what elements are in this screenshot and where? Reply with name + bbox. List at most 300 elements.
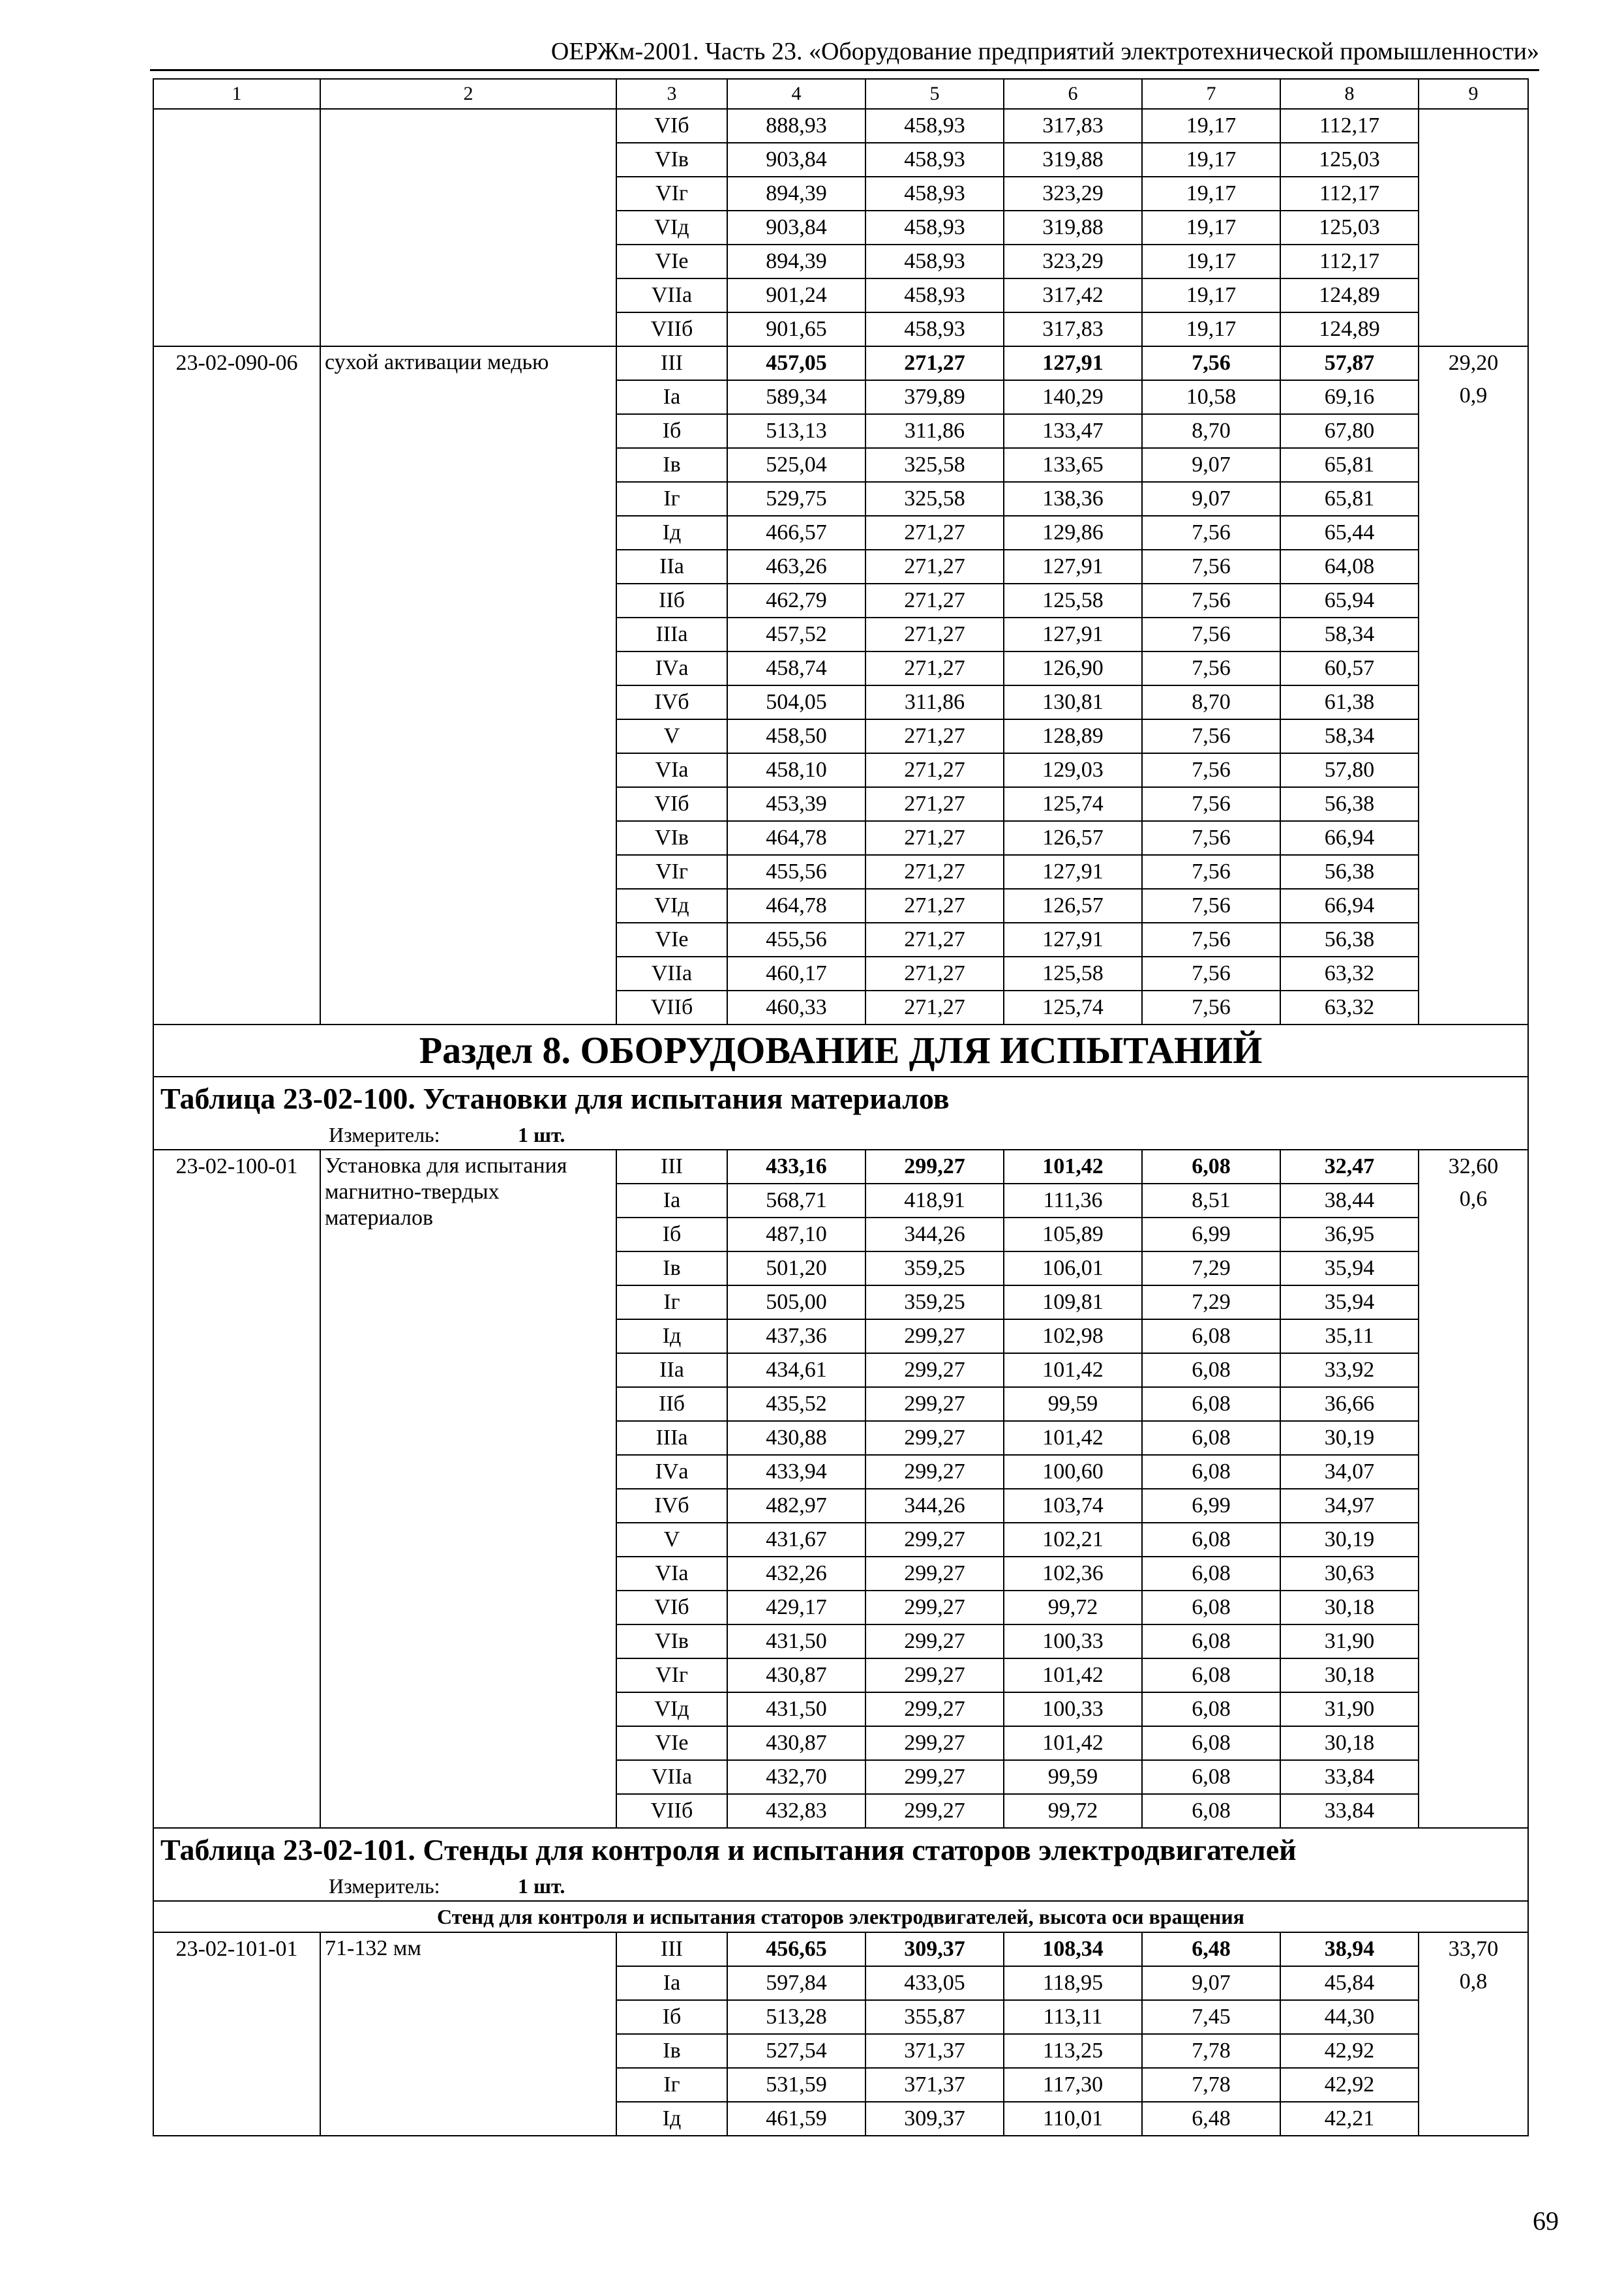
value-cell: 271,27 [865,651,1004,685]
value-cell: 61,38 [1280,685,1419,719]
column-number: 2 [320,79,616,109]
table-title-row [153,1828,1528,1872]
value-cell: 7,56 [1142,923,1280,957]
value-cell: 125,74 [1004,787,1142,821]
value-cell: 317,83 [1004,109,1142,143]
value-cell: 127,91 [1004,855,1142,889]
value-cell: 6,08 [1142,1523,1280,1557]
value-cell: 525,04 [727,448,865,482]
column-number: 6 [1004,79,1142,109]
value-cell: 67,80 [1280,414,1419,448]
value-cell: 101,42 [1004,1353,1142,1387]
value-cell: 359,25 [865,1285,1004,1319]
value-cell: 7,56 [1142,753,1280,787]
value-cell: 299,27 [865,1523,1004,1557]
value-cell: 529,75 [727,482,865,516]
value-cell: 458,93 [865,143,1004,177]
value-cell: 7,56 [1142,346,1280,380]
value-cell: 501,20 [727,1251,865,1285]
value-cell: 112,17 [1280,245,1419,278]
item-name: Установка для испытания магнитно-твердых материалов [320,1150,616,1828]
value-cell: 125,74 [1004,991,1142,1025]
value-cell: 894,39 [727,245,865,278]
value-cell: 102,21 [1004,1523,1142,1557]
value-cell: 19,17 [1142,211,1280,245]
value-cell: 299,27 [865,1591,1004,1624]
value-cell: 9,07 [1142,448,1280,482]
value-cell: 7,56 [1142,719,1280,753]
zone-cell: IIIа [616,618,727,651]
value-cell: 323,29 [1004,245,1142,278]
value-cell: 65,81 [1280,448,1419,482]
value-cell: 463,26 [727,550,865,584]
zone-cell: Iв [616,448,727,482]
value-cell: 432,26 [727,1557,865,1591]
value-cell: 63,32 [1280,957,1419,991]
value-cell: 65,94 [1280,584,1419,618]
value-cell: 33,84 [1280,1760,1419,1794]
value-cell: 126,57 [1004,889,1142,923]
value-cell: 6,08 [1142,1624,1280,1658]
value-cell: 6,08 [1142,1726,1280,1760]
value-cell: 111,36 [1004,1184,1142,1218]
zone-cell: III [616,1150,727,1184]
zone-cell: V [616,719,727,753]
extra-cell [1419,1932,1528,2136]
zone-cell: IVб [616,685,727,719]
value-cell: 317,83 [1004,312,1142,346]
value-cell: 140,29 [1004,380,1142,414]
value-cell: 433,94 [727,1455,865,1489]
value-cell: 455,56 [727,855,865,889]
table-title: Таблица 23-02-100. Установки для испытания материалов [153,1077,1528,1120]
value-cell: 323,29 [1004,177,1142,211]
value-cell: 10,58 [1142,380,1280,414]
zone-cell: Iв [616,1251,727,1285]
zone-cell: VIб [616,109,727,143]
value-cell: 30,19 [1280,1421,1419,1455]
value-cell: 65,44 [1280,516,1419,550]
value-cell: 6,48 [1142,1932,1280,1966]
value-cell: 42,21 [1280,2102,1419,2136]
value-cell: 6,08 [1142,1658,1280,1692]
value-cell: 101,42 [1004,1726,1142,1760]
value-cell: 325,58 [865,482,1004,516]
item-code: 23-02-101-01 [153,1932,320,2136]
value-cell: 7,56 [1142,651,1280,685]
value-cell: 319,88 [1004,211,1142,245]
value-cell: 431,50 [727,1624,865,1658]
value-cell: 458,93 [865,109,1004,143]
value-cell: 418,91 [865,1184,1004,1218]
value-cell: 30,63 [1280,1557,1419,1591]
value-cell: 568,71 [727,1184,865,1218]
item-name [320,109,616,346]
table-title-row [153,1077,1528,1120]
value-cell: 9,07 [1142,482,1280,516]
value-cell: 460,17 [727,957,865,991]
unit-cell [153,1120,1528,1150]
value-cell: 527,54 [727,2034,865,2068]
value-cell: 44,30 [1280,2000,1419,2034]
value-cell: 466,57 [727,516,865,550]
value-cell: 7,56 [1142,991,1280,1025]
zone-cell: Iб [616,1218,727,1251]
value-cell: 106,01 [1004,1251,1142,1285]
item-name: 71-132 мм [320,1932,616,2136]
value-cell: 903,84 [727,143,865,177]
value-cell: 7,56 [1142,787,1280,821]
value-cell: 462,79 [727,584,865,618]
value-cell: 56,38 [1280,923,1419,957]
unit-row [153,1872,1528,1901]
value-cell: 482,97 [727,1489,865,1523]
value-cell: 435,52 [727,1387,865,1421]
zone-cell: V [616,1523,727,1557]
zone-cell: VIе [616,245,727,278]
value-cell: 432,70 [727,1760,865,1794]
value-cell: 6,08 [1142,1150,1280,1184]
value-cell: 66,94 [1280,821,1419,855]
value-cell: 38,94 [1280,1932,1419,1966]
value-cell: 903,84 [727,211,865,245]
value-cell: 460,33 [727,991,865,1025]
value-cell: 100,33 [1004,1624,1142,1658]
value-cell: 430,88 [727,1421,865,1455]
zone-cell: VIб [616,787,727,821]
value-cell: 299,27 [865,1353,1004,1387]
value-cell: 299,27 [865,1760,1004,1794]
extra-value: 0,6 [1459,1187,1488,1211]
value-cell: 19,17 [1142,109,1280,143]
value-cell: 433,05 [865,1966,1004,2000]
value-cell: 7,56 [1142,889,1280,923]
zone-cell: VIе [616,1726,727,1760]
unit-value: 1 шт. [518,1874,565,1898]
value-cell: 30,18 [1280,1591,1419,1624]
value-cell: 7,56 [1142,550,1280,584]
zone-cell: Iд [616,516,727,550]
value-cell: 6,08 [1142,1319,1280,1353]
value-cell: 6,08 [1142,1557,1280,1591]
column-number: 5 [865,79,1004,109]
value-cell: 458,74 [727,651,865,685]
value-cell: 34,07 [1280,1455,1419,1489]
zone-cell: Iа [616,380,727,414]
value-cell: 35,11 [1280,1319,1419,1353]
zone-cell: IVа [616,651,727,685]
value-cell: 7,45 [1142,2000,1280,2034]
extra-value: 32,60 [1448,1154,1499,1178]
value-cell: 901,65 [727,312,865,346]
value-cell: 30,18 [1280,1726,1419,1760]
zone-cell: VIIб [616,991,727,1025]
zone-cell: VIд [616,1692,727,1726]
extra-value: 29,20 [1448,351,1499,375]
extra-value: 0,9 [1459,383,1488,408]
item-name: сухой активации медью [320,346,616,1025]
value-cell: 113,25 [1004,2034,1142,2068]
table-title: Таблица 23-02-101. Стенды для контроля и испытания статоров электродвигателей [153,1828,1528,1872]
unit-row [153,1120,1528,1150]
value-cell: 513,13 [727,414,865,448]
value-cell: 33,92 [1280,1353,1419,1387]
zone-cell: Iд [616,2102,727,2136]
value-cell: 19,17 [1142,312,1280,346]
zone-cell: Iд [616,1319,727,1353]
zone-cell: VIв [616,143,727,177]
value-cell: 127,91 [1004,550,1142,584]
value-cell: 124,89 [1280,278,1419,312]
zone-cell: VIе [616,923,727,957]
extra-cell [1419,1150,1528,1828]
zone-cell: IIIа [616,1421,727,1455]
value-cell: 319,88 [1004,143,1142,177]
value-cell: 36,66 [1280,1387,1419,1421]
page-header: ОЕРЖм-2001. Часть 23. «Оборудование предприятий электротехнической промышленности» [150,37,1539,71]
value-cell: 8,51 [1142,1184,1280,1218]
value-cell: 430,87 [727,1726,865,1760]
value-cell: 464,78 [727,821,865,855]
value-cell: 429,17 [727,1591,865,1624]
value-cell: 6,08 [1142,1387,1280,1421]
value-cell: 271,27 [865,550,1004,584]
table-row [153,346,1528,380]
value-cell: 57,87 [1280,346,1419,380]
value-cell: 33,84 [1280,1794,1419,1828]
item-code: 23-02-100-01 [153,1150,320,1828]
column-number: 3 [616,79,727,109]
value-cell: 433,16 [727,1150,865,1184]
table-row [153,1150,1528,1184]
value-cell: 458,93 [865,177,1004,211]
value-cell: 7,56 [1142,855,1280,889]
value-cell: 7,29 [1142,1251,1280,1285]
value-cell: 6,08 [1142,1455,1280,1489]
value-cell: 344,26 [865,1489,1004,1523]
value-cell: 513,28 [727,2000,865,2034]
value-cell: 58,34 [1280,719,1419,753]
value-cell: 36,95 [1280,1218,1419,1251]
value-cell: 125,03 [1280,143,1419,177]
value-cell: 299,27 [865,1726,1004,1760]
zone-cell: VIг [616,855,727,889]
value-cell: 63,32 [1280,991,1419,1025]
value-cell: 299,27 [865,1387,1004,1421]
zone-cell: IIа [616,1353,727,1387]
value-cell: 271,27 [865,957,1004,991]
column-number-row [153,79,1528,109]
unit-label: Измеритель: [329,1874,440,1898]
value-cell: 299,27 [865,1319,1004,1353]
value-cell: 6,08 [1142,1692,1280,1726]
value-cell: 7,29 [1142,1285,1280,1319]
value-cell: 458,93 [865,245,1004,278]
value-cell: 311,86 [865,685,1004,719]
value-cell: 325,58 [865,448,1004,482]
value-cell: 35,94 [1280,1285,1419,1319]
table-row [153,109,1528,143]
value-cell: 8,70 [1142,685,1280,719]
zone-cell: VIIб [616,312,727,346]
value-cell: 117,30 [1004,2068,1142,2102]
value-cell: 458,50 [727,719,865,753]
value-cell: 6,99 [1142,1489,1280,1523]
value-cell: 271,27 [865,855,1004,889]
table-subtitle: Стенд для контроля и испытания статоров электродвигателей, высота оси вращения [153,1901,1528,1932]
zone-cell: Iб [616,414,727,448]
value-cell: 30,19 [1280,1523,1419,1557]
column-number: 8 [1280,79,1419,109]
item-code: 23-02-090-06 [153,346,320,1025]
zone-cell: VIд [616,211,727,245]
value-cell: 271,27 [865,991,1004,1025]
value-cell: 299,27 [865,1658,1004,1692]
zone-cell: VIв [616,1624,727,1658]
zone-cell: Iв [616,2034,727,2068]
value-cell: 35,94 [1280,1251,1419,1285]
value-cell: 317,42 [1004,278,1142,312]
value-cell: 56,38 [1280,855,1419,889]
value-cell: 42,92 [1280,2068,1419,2102]
value-cell: 56,38 [1280,787,1419,821]
value-cell: 102,98 [1004,1319,1142,1353]
value-cell: 19,17 [1142,278,1280,312]
value-cell: 138,36 [1004,482,1142,516]
value-cell: 456,65 [727,1932,865,1966]
value-cell: 453,39 [727,787,865,821]
value-cell: 355,87 [865,2000,1004,2034]
value-cell: 9,07 [1142,1966,1280,2000]
value-cell: 101,42 [1004,1421,1142,1455]
value-cell: 299,27 [865,1692,1004,1726]
value-cell: 299,27 [865,1421,1004,1455]
unit-cell [153,1872,1528,1901]
value-cell: 45,84 [1280,1966,1419,2000]
value-cell: 271,27 [865,618,1004,651]
zone-cell: Iг [616,1285,727,1319]
value-cell: 458,93 [865,278,1004,312]
value-cell: 431,67 [727,1523,865,1557]
value-cell: 379,89 [865,380,1004,414]
column-number: 4 [727,79,865,109]
zone-cell: Iб [616,2000,727,2034]
column-number: 7 [1142,79,1280,109]
item-code [153,109,320,346]
value-cell: 124,89 [1280,312,1419,346]
value-cell: 271,27 [865,516,1004,550]
value-cell: 125,58 [1004,957,1142,991]
value-cell: 133,65 [1004,448,1142,482]
value-cell: 100,60 [1004,1455,1142,1489]
value-cell: 109,81 [1004,1285,1142,1319]
zone-cell: IIб [616,1387,727,1421]
value-cell: 271,27 [865,753,1004,787]
value-cell: 458,93 [865,211,1004,245]
value-cell: 6,08 [1142,1760,1280,1794]
column-number: 1 [153,79,320,109]
value-cell: 60,57 [1280,651,1419,685]
value-cell: 430,87 [727,1658,865,1692]
value-cell: 126,57 [1004,821,1142,855]
zone-cell: IIа [616,550,727,584]
value-cell: 129,03 [1004,753,1142,787]
price-table [153,78,1529,2136]
zone-cell: VIIб [616,1794,727,1828]
zone-cell: VIа [616,753,727,787]
value-cell: 299,27 [865,1150,1004,1184]
section-title: Раздел 8. ОБОРУДОВАНИЕ ДЛЯ ИСПЫТАНИЙ [153,1025,1528,1077]
value-cell: 112,17 [1280,177,1419,211]
value-cell: 101,42 [1004,1658,1142,1692]
value-cell: 31,90 [1280,1624,1419,1658]
value-cell: 32,47 [1280,1150,1419,1184]
zone-cell: III [616,346,727,380]
zone-cell: Iа [616,1966,727,2000]
value-cell: 101,42 [1004,1150,1142,1184]
value-cell: 100,33 [1004,1692,1142,1726]
value-cell: 125,03 [1280,211,1419,245]
value-cell: 309,37 [865,2102,1004,2136]
value-cell: 589,34 [727,380,865,414]
column-number: 9 [1419,79,1528,109]
value-cell: 888,93 [727,109,865,143]
zone-cell: VIг [616,1658,727,1692]
value-cell: 487,10 [727,1218,865,1251]
value-cell: 64,08 [1280,550,1419,584]
zone-cell: VIа [616,1557,727,1591]
unit-label: Измеритель: [329,1123,440,1146]
value-cell: 531,59 [727,2068,865,2102]
value-cell: 126,90 [1004,651,1142,685]
value-cell: 8,70 [1142,414,1280,448]
value-cell: 7,78 [1142,2068,1280,2102]
value-cell: 128,89 [1004,719,1142,753]
zone-cell: VIIа [616,1760,727,1794]
value-cell: 58,34 [1280,618,1419,651]
value-cell: 105,89 [1004,1218,1142,1251]
value-cell: 127,91 [1004,346,1142,380]
value-cell: 66,94 [1280,889,1419,923]
value-cell: 6,08 [1142,1794,1280,1828]
value-cell: 504,05 [727,685,865,719]
value-cell: 311,86 [865,414,1004,448]
unit-value: 1 шт. [518,1123,565,1146]
value-cell: 344,26 [865,1218,1004,1251]
value-cell: 19,17 [1142,177,1280,211]
value-cell: 113,11 [1004,2000,1142,2034]
value-cell: 130,81 [1004,685,1142,719]
extra-cell [1419,346,1528,1025]
value-cell: 437,36 [727,1319,865,1353]
value-cell: 57,80 [1280,753,1419,787]
value-cell: 455,56 [727,923,865,957]
value-cell: 6,08 [1142,1591,1280,1624]
value-cell: 597,84 [727,1966,865,2000]
value-cell: 31,90 [1280,1692,1419,1726]
value-cell: 271,27 [865,889,1004,923]
value-cell: 271,27 [865,821,1004,855]
value-cell: 99,72 [1004,1794,1142,1828]
value-cell: 7,56 [1142,516,1280,550]
value-cell: 42,92 [1280,2034,1419,2068]
value-cell: 7,56 [1142,821,1280,855]
value-cell: 30,18 [1280,1658,1419,1692]
value-cell: 371,37 [865,2034,1004,2068]
value-cell: 127,91 [1004,923,1142,957]
value-cell: 108,34 [1004,1932,1142,1966]
value-cell: 434,61 [727,1353,865,1387]
